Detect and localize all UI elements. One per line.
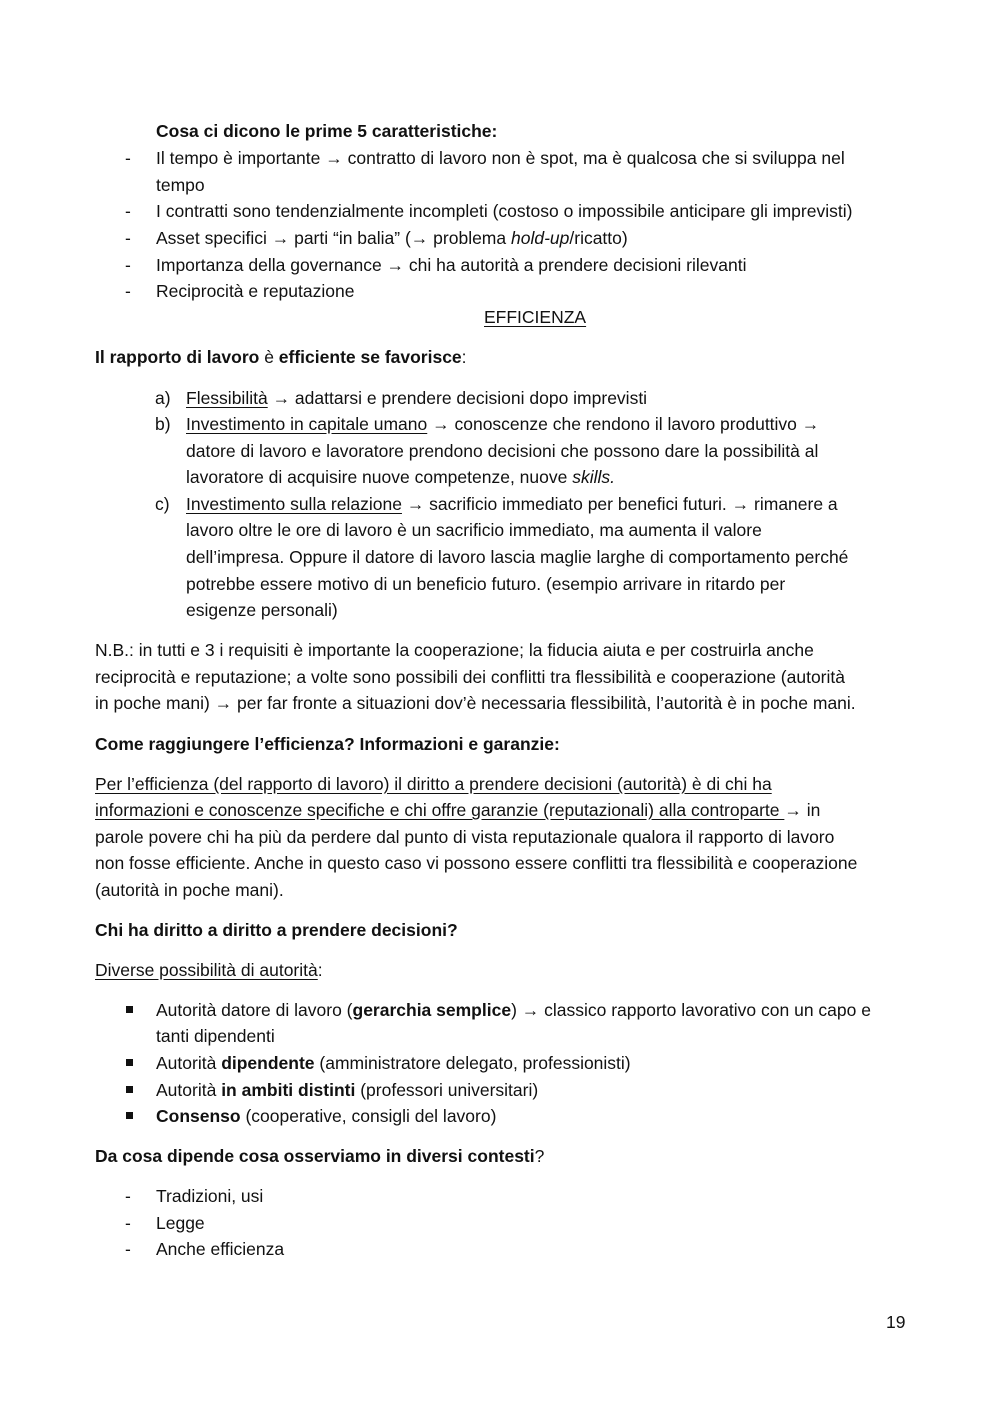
- list-item-text: tanti dipendenti: [156, 1026, 275, 1046]
- underlined-run: informazioni e conoscenze specifiche e chi offre garanzie (reputazionali) alla controparte: [95, 800, 785, 820]
- bold-run: Consenso: [156, 1106, 241, 1126]
- text-run: /ricatto): [569, 228, 628, 248]
- italic-term: skills.: [572, 467, 615, 487]
- square-bullet-icon: [126, 1112, 133, 1119]
- list-marker: b): [155, 414, 171, 434]
- section-heading: Chi ha diritto a diritto a prendere decisioni?: [95, 920, 458, 940]
- text-run: ) → classico rapporto lavorativo con un capo e: [511, 1000, 871, 1020]
- text-run: (professori universitari): [355, 1080, 539, 1100]
- text-run: ?: [534, 1146, 545, 1166]
- paragraph-line: reciprocità e reputazione; a volte sono possibili dei conflitti tra flessibilità e cooperazione (autorità: [95, 667, 845, 687]
- paragraph-line: Per l’efficienza (del rapporto di lavoro) il diritto a prendere decisioni (autorità) è di chi ha: [95, 774, 772, 794]
- section-heading: Cosa ci dicono le prime 5 caratteristiche:: [156, 121, 498, 141]
- list-item-text: [186, 464, 615, 491]
- list-item-text: Importanza della governance → chi ha autorità a prendere decisioni rilevanti: [156, 255, 747, 275]
- section-heading: Come raggiungere l’efficienza? Informazioni e garanzie:: [95, 734, 560, 754]
- list-item-text: [186, 385, 647, 412]
- list-item-text: [186, 411, 819, 438]
- paragraph-line: [95, 797, 820, 824]
- square-bullet-icon: [126, 1006, 133, 1013]
- text-run: → conoscenze che rendono il lavoro produttivo →: [427, 414, 820, 434]
- list-item-text: tempo: [156, 175, 205, 195]
- list-item-text: I contratti sono tendenzialmente incompleti (costoso o impossibile anticipare gli imprevisti): [156, 201, 853, 221]
- underlined-term: Investimento sulla relazione: [186, 494, 402, 514]
- text-run: Asset specifici → parti “in balia” (→ problema: [156, 228, 511, 248]
- bold-run: Da cosa dipende cosa osserviamo in diversi contesti: [95, 1146, 535, 1166]
- underlined-term: Investimento in capitale umano: [186, 414, 428, 434]
- list-item-text: [156, 225, 628, 252]
- dash-bullet: -: [125, 1186, 131, 1206]
- dash-bullet: -: [125, 201, 131, 221]
- paragraph-line: in poche mani) → per far fronte a situazioni dov’è necessaria flessibilità, l’autorità è in poche mani.: [95, 693, 856, 713]
- list-marker: c): [155, 494, 170, 514]
- list-item-text: potrebbe essere motivo di un beneficio futuro. (esempio arrivare in ritardo per: [186, 574, 786, 594]
- paragraph-line: non fosse efficiente. Anche in questo caso vi possono essere conflitti tra flessibilità e cooperazione: [95, 853, 858, 873]
- text-run: lavoratore di acquisire nuove competenze, nuove: [186, 467, 573, 487]
- list-item-text: Reciprocità e reputazione: [156, 281, 355, 301]
- list-item-text: Tradizioni, usi: [156, 1186, 264, 1206]
- list-item-text: [156, 997, 871, 1024]
- list-item-text: [156, 1050, 631, 1077]
- text-run: Autorità: [156, 1053, 222, 1073]
- page-number: 19: [886, 1312, 906, 1332]
- list-item-text: dell’impresa. Oppure il datore di lavoro lascia maglie larghe di comportamento perché: [186, 547, 849, 567]
- dash-bullet: -: [125, 1239, 131, 1259]
- text-run: :: [461, 347, 467, 367]
- dash-bullet: -: [125, 281, 131, 301]
- list-item-text: lavoro oltre le ore di lavoro è un sacrificio immediato, ma aumenta il valore: [186, 520, 762, 540]
- centered-title: EFFICIENZA: [484, 307, 587, 327]
- list-item-text: Anche efficienza: [156, 1239, 285, 1259]
- list-item-text: [156, 1077, 538, 1104]
- dash-bullet: -: [125, 228, 131, 248]
- list-item-text: datore di lavoro e lavoratore prendono decisioni che possono dare la possibilità al: [186, 441, 819, 461]
- dash-bullet: -: [125, 255, 131, 275]
- bold-run: Il rapporto di lavoro: [95, 347, 260, 367]
- dash-bullet: -: [125, 148, 131, 168]
- text-run: → in: [784, 800, 821, 820]
- list-marker: a): [155, 388, 171, 408]
- list-item-text: Legge: [156, 1213, 205, 1233]
- bold-run: dipendente: [221, 1053, 315, 1073]
- text-run: :: [317, 960, 323, 980]
- diverse-line: [95, 957, 323, 984]
- text-run: Autorità datore di lavoro (: [156, 1000, 353, 1020]
- list-item-text: Il tempo è importante → contratto di lavoro non è spot, ma è qualcosa che si sviluppa nel: [156, 148, 845, 168]
- underlined-term: Flessibilità: [186, 388, 268, 408]
- text-run: (cooperative, consigli del lavoro): [240, 1106, 497, 1126]
- text-run: Autorità: [156, 1080, 222, 1100]
- da-cosa-heading: [95, 1143, 544, 1170]
- list-item-text: esigenze personali): [186, 600, 338, 620]
- rapporto-paragraph: [95, 344, 467, 371]
- text-run: è: [259, 347, 279, 367]
- text-run: → sacrificio immediato per benefici futuri. → rimanere a: [401, 494, 838, 514]
- paragraph-line: N.B.: in tutti e 3 i requisiti è importante la cooperazione; la fiducia aiuta e per costruirla anche: [95, 640, 814, 660]
- paragraph-line: (autorità in poche mani).: [95, 880, 284, 900]
- bold-run: efficiente se favorisce: [278, 347, 462, 367]
- square-bullet-icon: [126, 1086, 133, 1093]
- italic-term: hold-up: [510, 228, 570, 248]
- bold-run: gerarchia semplice: [352, 1000, 512, 1020]
- list-item-text: [156, 1103, 496, 1130]
- square-bullet-icon: [126, 1059, 133, 1066]
- bold-run: in ambiti distinti: [221, 1080, 356, 1100]
- paragraph-line: parole povere chi ha più da perdere dal punto di vista reputazionale qualora il rapporto di lavoro: [95, 827, 835, 847]
- text-run: (amministratore delegato, professionisti): [314, 1053, 631, 1073]
- dash-bullet: -: [125, 1213, 131, 1233]
- text-run: → adattarsi e prendere decisioni dopo imprevisti: [267, 388, 648, 408]
- underlined-run: Diverse possibilità di autorità: [95, 960, 318, 980]
- list-item-text: [186, 491, 838, 518]
